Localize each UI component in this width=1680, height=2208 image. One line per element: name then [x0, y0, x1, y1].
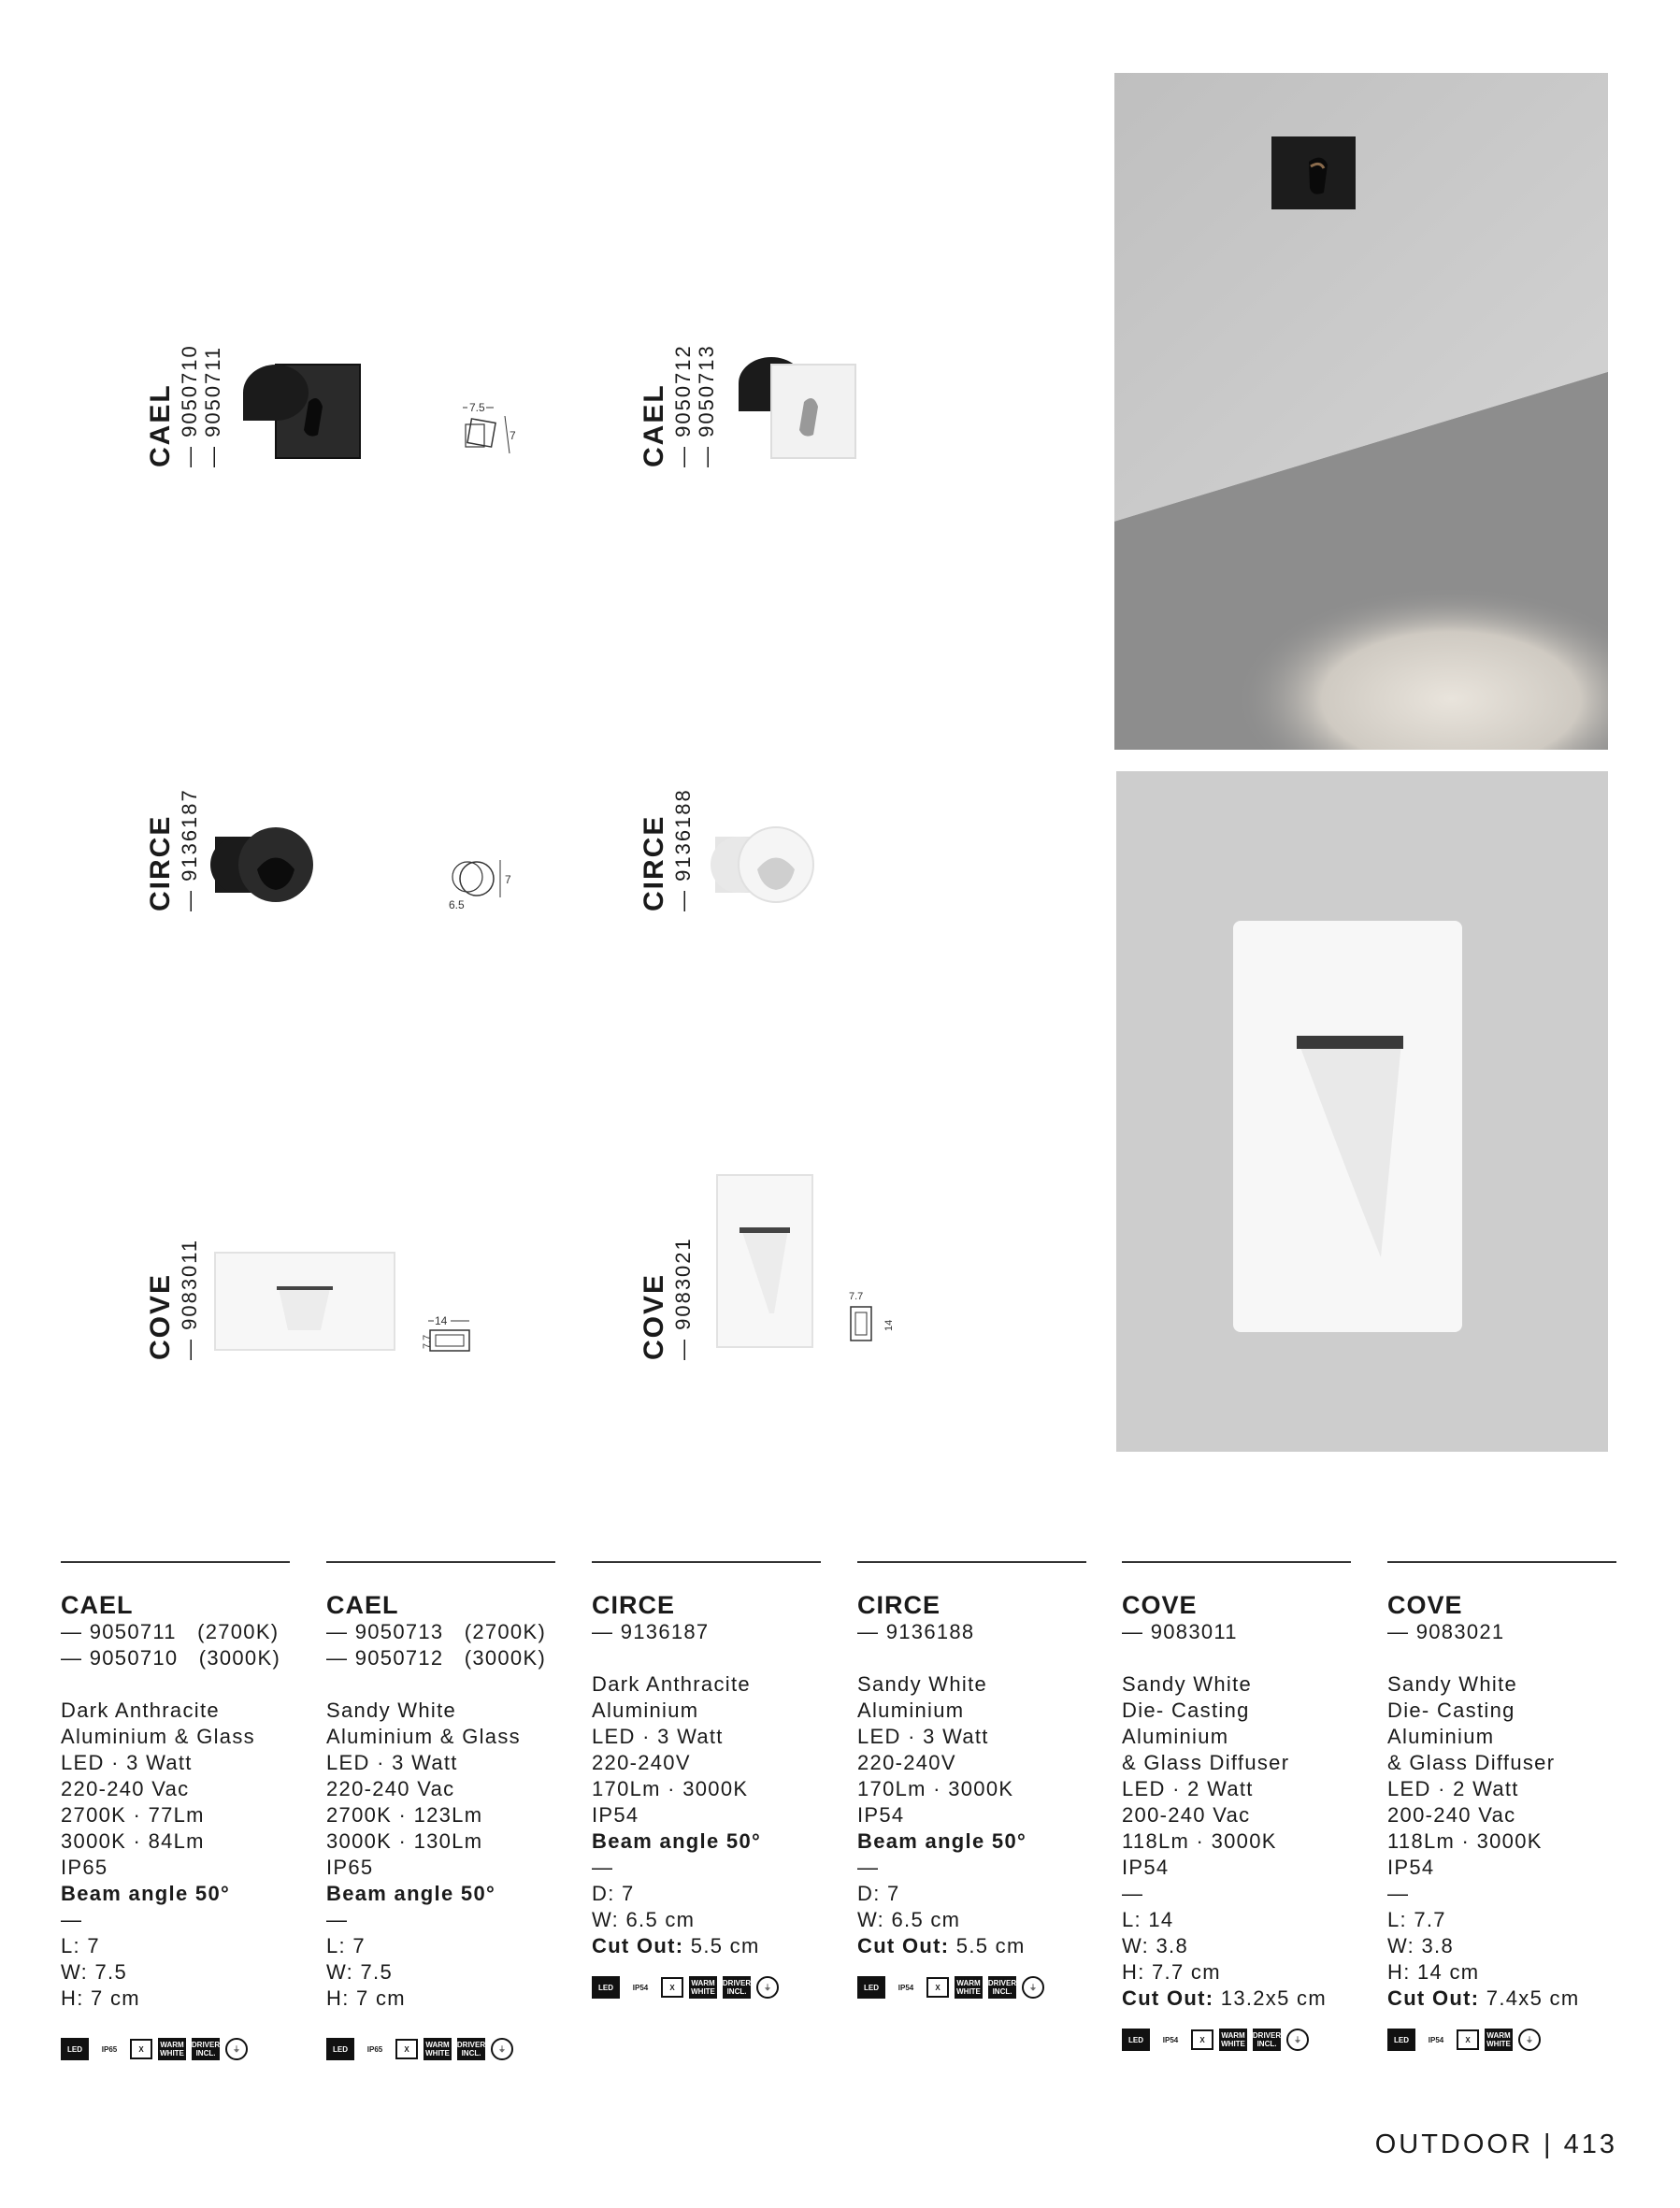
circe-dark-product-image: [206, 813, 327, 916]
cael-dimension-diagram: [458, 402, 524, 467]
dim-label: 7.7: [849, 1291, 864, 1302]
led-icon: LED: [592, 1976, 620, 1999]
spec-line: Aluminium: [592, 1699, 699, 1722]
product-code: — 9083021: [670, 1237, 695, 1360]
spec-line: IP54: [1122, 1856, 1170, 1879]
spec-line: IP65: [61, 1856, 108, 1879]
spec-line: Aluminium & Glass: [61, 1725, 255, 1748]
spec-line: 200-240 Vac: [1387, 1803, 1516, 1827]
cael-dark-product-image: [238, 355, 365, 467]
cutout-label: Cut Out:: [1387, 1986, 1480, 2010]
spec-line: —: [326, 1908, 349, 1931]
spec-line: IP54: [1387, 1856, 1435, 1879]
no-cover-icon: X: [661, 1977, 683, 1998]
led-icon: LED: [61, 2038, 89, 2060]
driver-included-icon: DRIVER INCL.: [192, 2038, 220, 2060]
cutout-value: 5.5 cm: [949, 1934, 1026, 1957]
cutout-line: [857, 1933, 1086, 1959]
cove-vertical-dimension-diagram: [841, 1290, 897, 1346]
dim-label: 7.5: [469, 402, 485, 414]
spec-line: L: 7: [326, 1934, 366, 1957]
spec-line: W: 6.5 cm: [592, 1908, 696, 1931]
spec-line: 220-240 Vac: [61, 1777, 190, 1800]
spec-column-cael-white: [326, 1561, 555, 2060]
spec-line: LED · 3 Watt: [857, 1725, 989, 1748]
ip-rating-icon: IP54: [632, 1983, 649, 1992]
beam-angle: Beam angle 50°: [592, 1829, 762, 1853]
spec-line: Aluminium & Glass: [326, 1725, 521, 1748]
ip-rating-icon: IP54: [1162, 2035, 1179, 2044]
spec-title: CAEL: [326, 1591, 399, 1619]
spec-line: 200-240 Vac: [1122, 1803, 1251, 1827]
warm-white-icon: WARM WHITE: [158, 2038, 186, 2060]
spec-line: LED · 2 Watt: [1387, 1777, 1519, 1800]
spec-line: H: 7 cm: [61, 1986, 140, 2010]
no-cover-icon: X: [1457, 2029, 1479, 2050]
spec-line: Aluminium: [857, 1699, 965, 1722]
no-cover-icon: X: [395, 2039, 418, 2059]
spec-column-circe-dark: [592, 1561, 821, 1999]
product-code: — 9136187: [177, 788, 201, 911]
spec-line: W: 3.8: [1387, 1934, 1454, 1957]
dim-label: 14: [435, 1314, 448, 1327]
spec-line: W: 6.5 cm: [857, 1908, 961, 1931]
spec-line: —: [857, 1856, 880, 1879]
footer-separator: |: [1544, 2129, 1554, 2159]
beam-angle: Beam angle 50°: [61, 1882, 231, 1905]
warm-white-icon: WARM WHITE: [1485, 2029, 1513, 2051]
spec-line: 2700K · 123Lm: [326, 1803, 483, 1827]
spec-line: 2700K · 77Lm: [61, 1803, 205, 1827]
spec-line: 118Lm · 3000K: [1387, 1829, 1543, 1853]
page-footer: [1375, 2129, 1617, 2160]
spec-line: 170Lm · 3000K: [857, 1777, 1014, 1800]
cutout-line: [1387, 1986, 1616, 2012]
spec-title: CAEL: [61, 1591, 134, 1619]
spec-column-cael-dark: [61, 1561, 290, 2060]
cutout-label: Cut Out:: [1122, 1986, 1214, 2010]
spec-line: — 9136187: [592, 1620, 710, 1643]
spec-line: LED · 3 Watt: [326, 1751, 458, 1774]
spec-line: D: 7: [592, 1882, 635, 1905]
spec-column-circe-white: [857, 1561, 1086, 1999]
divider: [592, 1561, 821, 1563]
ground-icon: ⏚: [491, 2038, 513, 2060]
product-code: — 9050712: [670, 344, 695, 467]
product-name: CAEL: [639, 383, 669, 467]
spec-line: — 9083021: [1387, 1620, 1505, 1643]
spec-line: Sandy White: [1122, 1672, 1253, 1696]
spec-line: 3000K · 130Lm: [326, 1829, 483, 1853]
product-label-cael-dark: [145, 344, 224, 467]
warm-white-icon: WARM WHITE: [424, 2038, 452, 2060]
spec-column-cove-vertical: [1387, 1561, 1616, 2051]
cutout-label: Cut Out:: [592, 1934, 684, 1957]
spec-line: — 9136188: [857, 1620, 975, 1643]
spec-line: D: 7: [857, 1882, 900, 1905]
spec-line: W: 3.8: [1122, 1934, 1188, 1957]
product-name: CAEL: [145, 383, 176, 467]
certification-icons: [1387, 2029, 1616, 2051]
cutout-label: Cut Out:: [857, 1934, 950, 1957]
spec-line: W: 7.5: [61, 1960, 127, 1984]
spec-column-cove-horizontal: [1122, 1561, 1351, 2051]
driver-included-icon: DRIVER INCL.: [457, 2038, 485, 2060]
spec-line: IP65: [326, 1856, 374, 1879]
spec-line: Sandy White: [1387, 1672, 1518, 1696]
cove-horizontal-dimension-diagram: [411, 1313, 477, 1360]
cove-vertical-product-image: [715, 1173, 818, 1351]
product-code: — 9050710: [177, 344, 201, 467]
spec-title: CIRCE: [857, 1591, 941, 1619]
spec-line: L: 7: [61, 1934, 100, 1957]
product-label-circe-white: [639, 788, 695, 911]
product-name: COVE: [145, 1272, 176, 1360]
warm-white-icon: WARM WHITE: [1219, 2029, 1247, 2051]
led-icon: LED: [857, 1976, 885, 1999]
cutout-line: [592, 1933, 821, 1959]
spec-line: L: 7.7: [1387, 1908, 1446, 1931]
led-icon: LED: [326, 2038, 354, 2060]
spec-line: W: 7.5: [326, 1960, 393, 1984]
no-cover-icon: X: [926, 1977, 949, 1998]
spec-line: 220-240 Vac: [326, 1777, 455, 1800]
spec-line: IP54: [857, 1803, 905, 1827]
spec-line: —: [1122, 1882, 1144, 1905]
cutout-value: 5.5 cm: [683, 1934, 760, 1957]
ground-icon: ⏚: [1022, 1976, 1044, 1999]
spec-line: Aluminium: [1387, 1725, 1495, 1748]
circe-dimension-diagram: [439, 851, 524, 916]
product-code: — 9050713: [694, 344, 718, 467]
circe-white-product-image: [706, 813, 827, 916]
spec-line: H: 14 cm: [1387, 1960, 1480, 1984]
ip-rating-icon: IP54: [1428, 2035, 1444, 2044]
ground-icon: ⏚: [1286, 2029, 1309, 2051]
spec-line: — 9050711 (2700K): [61, 1620, 280, 1643]
cutout-value: 13.2x5 cm: [1213, 1986, 1327, 2010]
ip-rating-icon: IP65: [366, 2044, 383, 2054]
page-number: 413: [1563, 2129, 1617, 2159]
product-name: CIRCE: [639, 814, 669, 911]
certification-icons: [1122, 2029, 1351, 2051]
product-label-circe-dark: [145, 788, 201, 911]
dim-label: 7.7: [422, 1334, 433, 1349]
spec-line: H: 7 cm: [326, 1986, 406, 2010]
installation-photo-cael: [1114, 73, 1608, 750]
spec-line: —: [592, 1856, 614, 1879]
product-code: — 9083011: [177, 1238, 201, 1360]
divider: [61, 1561, 290, 1563]
spec-line: L: 14: [1122, 1908, 1174, 1931]
spec-line: Die- Casting: [1387, 1699, 1515, 1722]
led-icon: LED: [1387, 2029, 1415, 2051]
spec-line: 220-240V: [592, 1751, 691, 1774]
section-name: OUTDOOR: [1374, 2129, 1533, 2159]
spec-line: 3000K · 84Lm: [61, 1829, 205, 1853]
no-cover-icon: X: [130, 2039, 152, 2059]
spec-line: Dark Anthracite: [592, 1672, 751, 1696]
warm-white-icon: WARM WHITE: [689, 1976, 717, 1999]
warm-white-icon: WARM WHITE: [955, 1976, 983, 1999]
driver-included-icon: DRIVER INCL.: [1253, 2029, 1281, 2051]
spec-line: IP54: [592, 1803, 639, 1827]
divider: [857, 1561, 1086, 1563]
spec-title: CIRCE: [592, 1591, 676, 1619]
spec-line: Sandy White: [326, 1699, 457, 1722]
certification-icons: [857, 1976, 1086, 1999]
spec-line: & Glass Diffuser: [1122, 1751, 1290, 1774]
driver-included-icon: DRIVER INCL.: [988, 1976, 1016, 1999]
spec-line: Aluminium: [1122, 1725, 1229, 1748]
product-name: CIRCE: [145, 814, 176, 911]
spec-line: — 9083011: [1122, 1620, 1238, 1643]
product-name: COVE: [639, 1272, 669, 1360]
spec-line: Dark Anthracite: [61, 1699, 220, 1722]
certification-icons: [592, 1976, 821, 1999]
cove-horizontal-product-image: [213, 1251, 400, 1354]
spec-line: Die- Casting: [1122, 1699, 1250, 1722]
ground-icon: ⏚: [1518, 2029, 1541, 2051]
cutout-line: [1122, 1986, 1351, 2012]
dim-label: 14: [883, 1319, 895, 1331]
beam-angle: Beam angle 50°: [326, 1882, 496, 1905]
divider: [1387, 1561, 1616, 1563]
beam-angle: Beam angle 50°: [857, 1829, 1027, 1853]
product-label-cove-horizontal: [145, 1239, 201, 1360]
product-label-cove-vertical: [639, 1237, 695, 1360]
cael-white-product-image: [734, 351, 865, 467]
dim-label: 6.5: [449, 898, 465, 911]
spec-line: 118Lm · 3000K: [1122, 1829, 1277, 1853]
spec-title: COVE: [1122, 1591, 1198, 1619]
spec-title: COVE: [1387, 1591, 1463, 1619]
product-code: — 9136188: [670, 788, 695, 911]
spec-line: —: [61, 1908, 83, 1931]
spec-line: LED · 3 Watt: [592, 1725, 724, 1748]
product-code: — 9050711: [200, 345, 224, 467]
certification-icons: [326, 2038, 555, 2060]
spec-line: — 9050710 (3000K): [61, 1646, 281, 1670]
led-icon: LED: [1122, 2029, 1150, 2051]
certification-icons: [61, 2038, 290, 2060]
ground-icon: ⏚: [756, 1976, 779, 1999]
divider: [326, 1561, 555, 1563]
ground-icon: ⏚: [225, 2038, 248, 2060]
product-label-cael-white: [639, 344, 718, 467]
dim-label: 7: [510, 429, 516, 442]
spec-line: Sandy White: [857, 1672, 988, 1696]
ip-rating-icon: IP54: [897, 1983, 914, 1992]
spec-line: & Glass Diffuser: [1387, 1751, 1556, 1774]
spec-line: 220-240V: [857, 1751, 956, 1774]
spec-line: —: [1387, 1882, 1410, 1905]
ip-rating-icon: IP65: [101, 2044, 118, 2054]
cutout-value: 7.4x5 cm: [1479, 1986, 1580, 2010]
spec-line: LED · 2 Watt: [1122, 1777, 1254, 1800]
spec-line: H: 7.7 cm: [1122, 1960, 1221, 1984]
driver-included-icon: DRIVER INCL.: [723, 1976, 751, 1999]
spec-line: — 9050712 (3000K): [326, 1646, 547, 1670]
divider: [1122, 1561, 1351, 1563]
dim-label: 7: [505, 873, 511, 886]
spec-line: 170Lm · 3000K: [592, 1777, 749, 1800]
spec-line: LED · 3 Watt: [61, 1751, 193, 1774]
installation-photo-cove: [1116, 771, 1608, 1452]
spec-line: — 9050713 (2700K): [326, 1620, 547, 1643]
no-cover-icon: X: [1191, 2029, 1213, 2050]
